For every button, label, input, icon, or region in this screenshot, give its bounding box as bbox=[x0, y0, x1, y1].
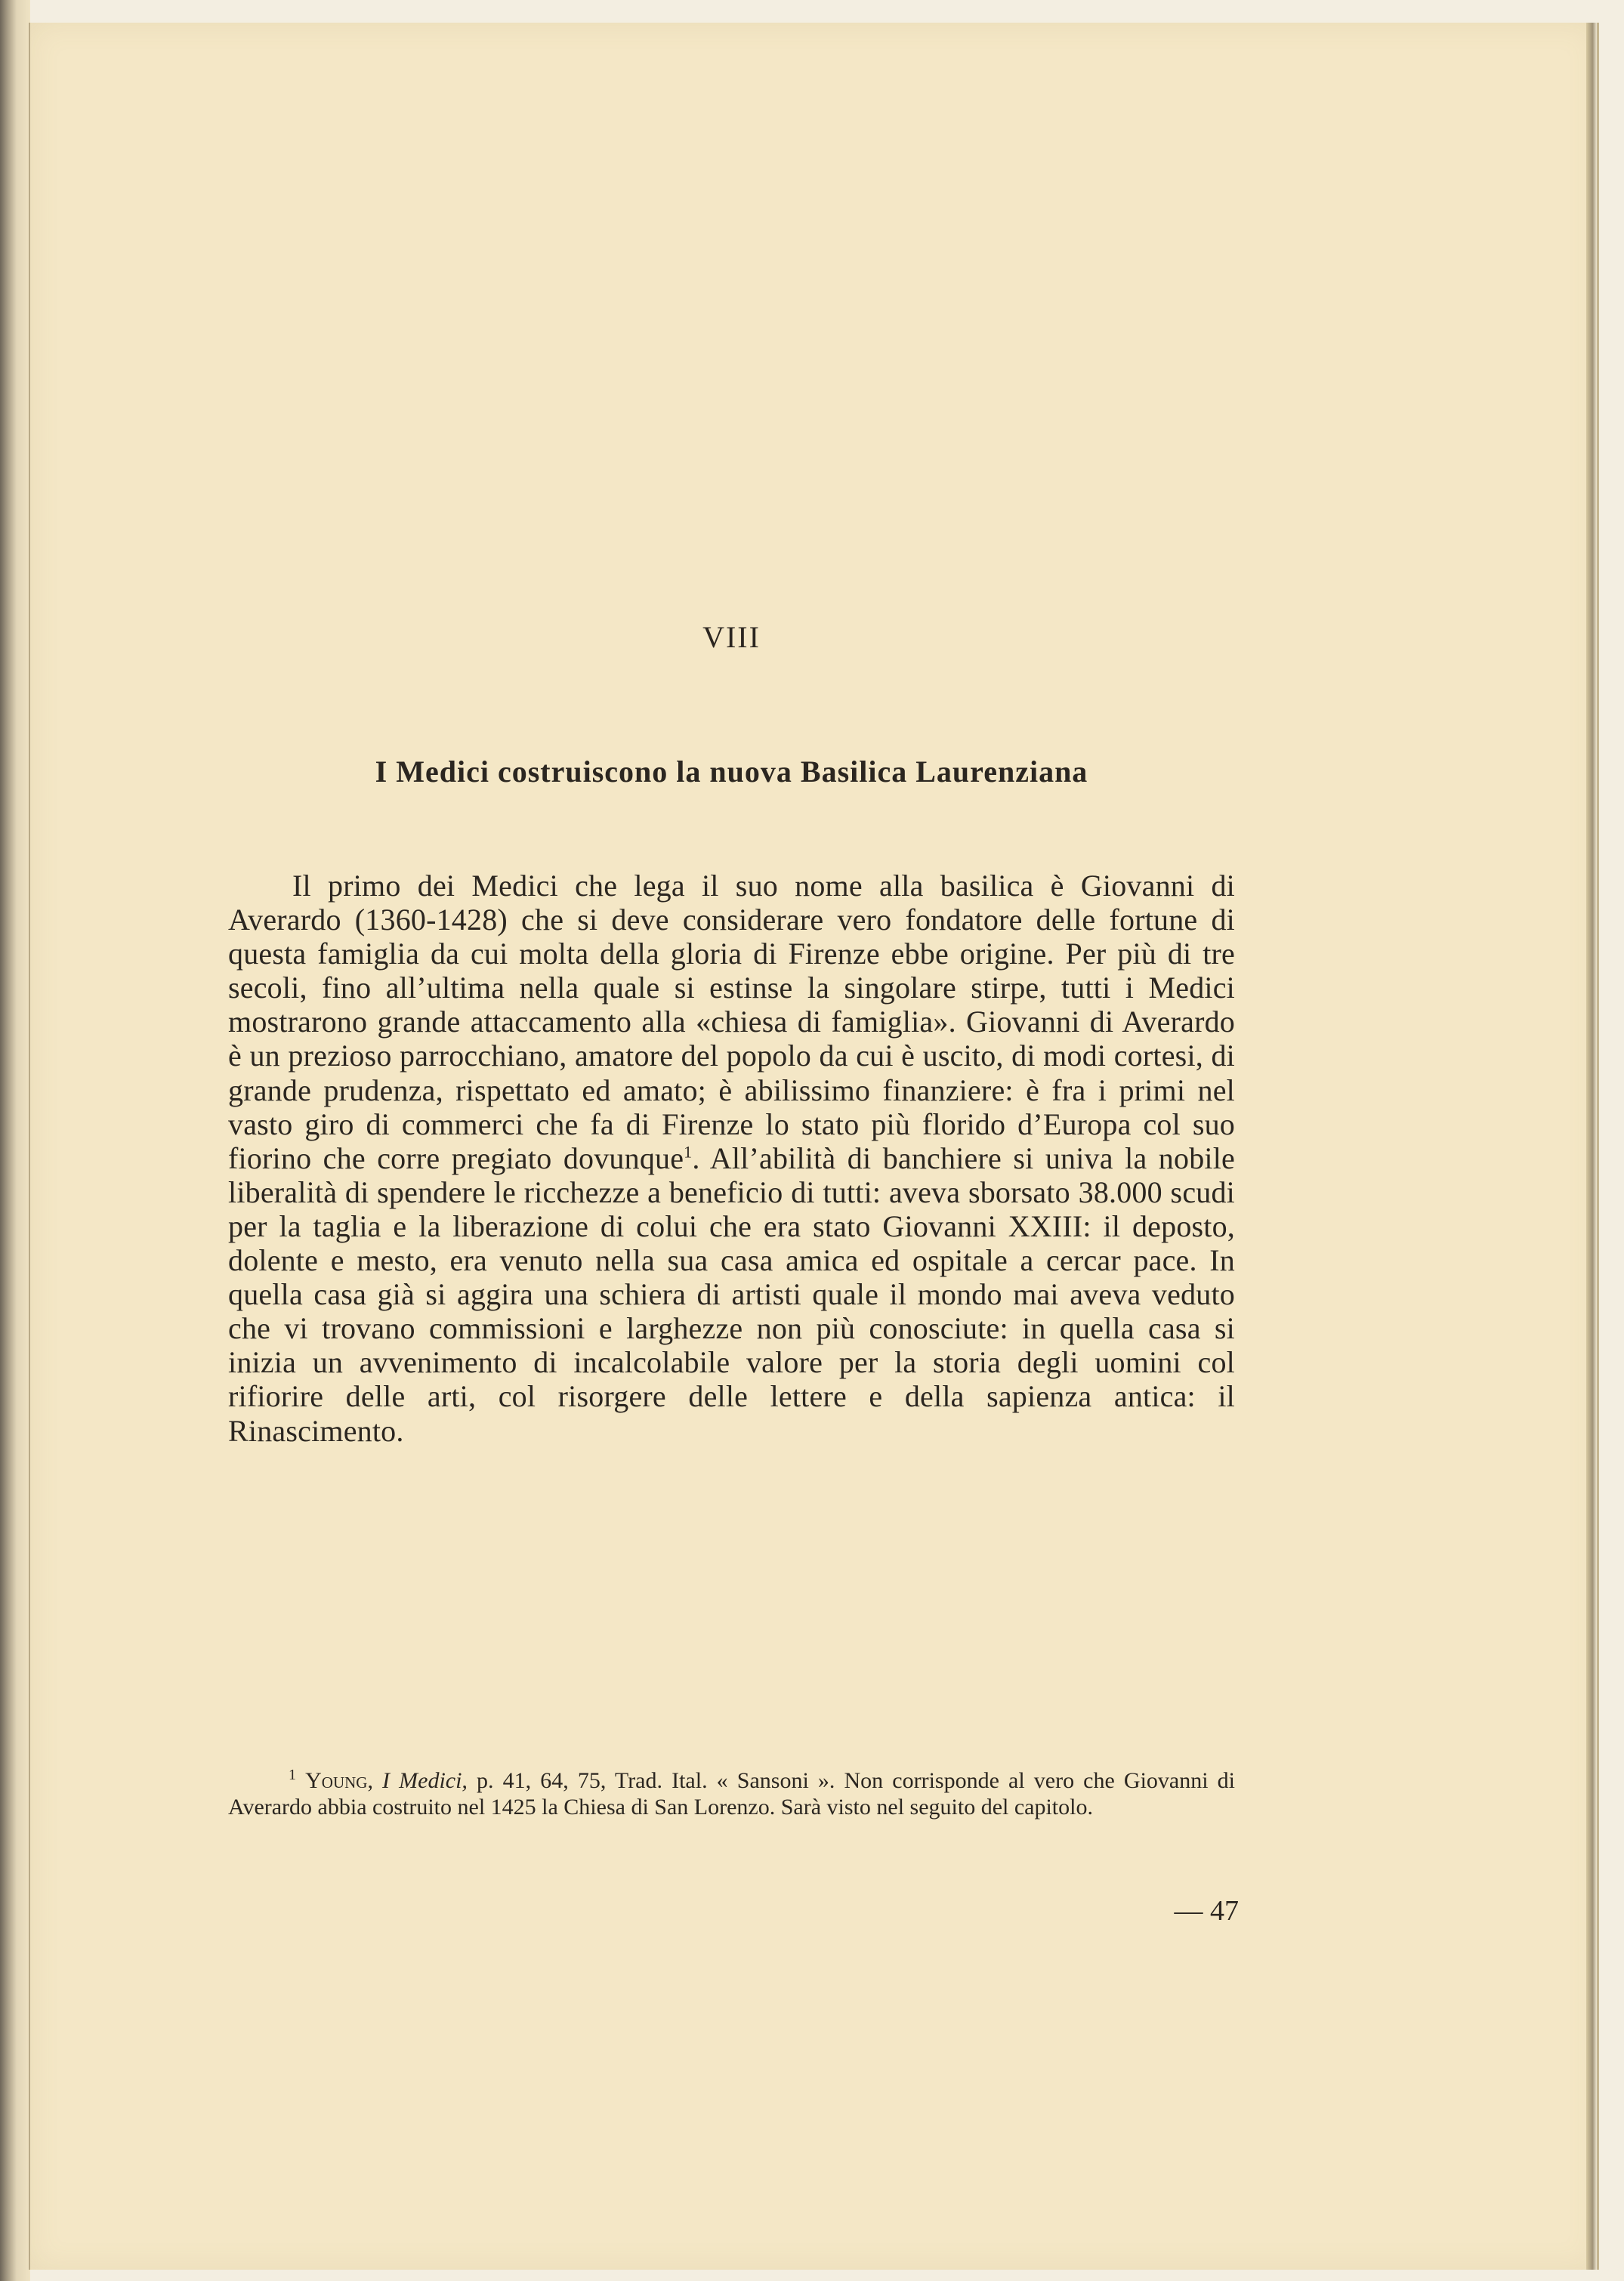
chapter-title: I Medici costruiscono la nuova Basilica Laurenziana bbox=[375, 755, 1088, 789]
footnote: $^1$ Young, I Medici, p. 41, 64, 75, Trad. Ital. « Sansoni ». Non corrisponde al vero che Giovanni di Averardo abbia costruito nel 1425 la Chiesa di San Lorenzo. Sarà visto nel seguito del capitolo. bbox=[228, 1767, 1235, 1820]
footnote-marker: 1 bbox=[289, 1767, 296, 1783]
footnote-reference: 1 bbox=[684, 1142, 693, 1162]
chapter-number: VIII bbox=[702, 620, 761, 654]
footnote-work-title: I Medici, bbox=[382, 1768, 468, 1793]
page-stack-edge bbox=[1586, 23, 1597, 2270]
previous-page-edge bbox=[0, 0, 30, 2281]
body-text-part-2: . All’abilità di banchiere si univa la nobile liberalità di spendere le ricchezze a beneficio di tutti: aveva sborsato 38.000 scudi per la taglia e la liberazione di colui che era stato Giovanni XXIII: il deposto, dolente e mesto, era venuto nella sua casa amica ed ospitale a cercar pace. In quella casa già si aggira una schiera di artisti quale il mondo mai aveva veduto che vi trovano commissioni e larghezze non più conosciute: in quella casa si inizia un avvenimento di incalcolabile valore per la storia degli uomini col rifiorire delle arti, col risorgere delle lettere e della sapienza antica: il Rinascimento. bbox=[228, 1140, 1235, 1448]
footnote-author: Young bbox=[305, 1768, 368, 1793]
page-number: — 47 bbox=[1174, 1895, 1239, 1927]
body-paragraph bbox=[228, 869, 1235, 1448]
body-text-part-1: Il primo dei Medici che lega il suo nome alla basilica è Giovanni di Averardo (1360-1428) che si deve considerare vero fondatore delle fortune di questa famiglia da cui molta della gloria di Firenze ebbe origine. Per più di tre secoli, fino all’ultima nella quale si estinse la singolare stirpe, tutti i Medici mostrarono grande attaccamento alla «chiesa di famiglia». Giovanni di Averardo è un prezioso parrocchiano, amatore del popolo da cui è uscito, di modi cortesi, di grande prudenza, rispettato ed amato; è abilissimo finanziere: è fra i primi nel vasto giro di commerci che fa di Firenze lo stato più florido d’Europa col suo fiorino che corre pregiato dovunque bbox=[228, 869, 1235, 1175]
footnote-text: p. 41, 64, 75, Trad. Ital. « Sansoni ». Non corrisponde al vero che Giovanni di Averardo abbia costruito nel 1425 la Chiesa di San Lorenzo. Sarà visto nel seguito del capitolo. bbox=[228, 1768, 1235, 1820]
